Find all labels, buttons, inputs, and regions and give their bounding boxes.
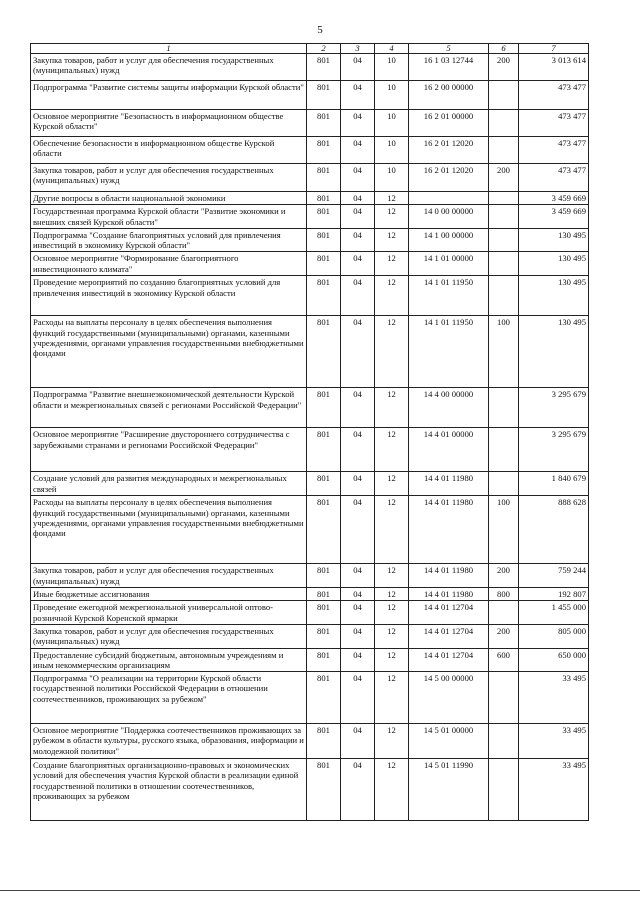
- row-col-7: 33 495: [519, 672, 589, 724]
- row-col-5: 14 1 01 11950: [409, 276, 489, 316]
- row-col-7: 192 807: [519, 588, 589, 601]
- row-col-5: 16 2 01 12020: [409, 164, 489, 192]
- row-col-2: 801: [307, 759, 341, 821]
- header-col-7: 7: [519, 44, 589, 54]
- table-row: [31, 724, 589, 759]
- row-description: Предоставление субсидий бюджетным, автономным учреждениям и иным некоммерческим организациям: [31, 648, 307, 672]
- row-col-3: 04: [341, 624, 375, 648]
- row-col-3: 04: [341, 192, 375, 205]
- row-col-3: 04: [341, 316, 375, 388]
- header-col-1: 1: [31, 44, 307, 54]
- table-row: [31, 588, 589, 601]
- row-col-7: 130 495: [519, 276, 589, 316]
- row-col-7: 473 477: [519, 110, 589, 137]
- row-col-2: 801: [307, 724, 341, 759]
- row-col-4: 12: [375, 724, 409, 759]
- row-col-3: 04: [341, 54, 375, 81]
- table-row: [31, 648, 589, 672]
- row-col-5: 14 5 00 00000: [409, 672, 489, 724]
- row-col-4: 10: [375, 54, 409, 81]
- row-description: Подпрограмма "Создание благоприятных условий для привлечения инвестиций в экономику Курской области": [31, 228, 307, 252]
- row-description: Основное мероприятие "Расширение двустороннего сотрудничества с зарубежными странами и регионами Российской Федерации": [31, 428, 307, 472]
- row-col-2: 801: [307, 472, 341, 496]
- row-col-6: [489, 724, 519, 759]
- row-description: Основное мероприятие "Безопасность в информационном обществе Курской области": [31, 110, 307, 137]
- row-col-7: 33 495: [519, 759, 589, 821]
- table-row: [31, 601, 589, 625]
- table-row: [31, 496, 589, 564]
- table-row: [31, 252, 589, 276]
- row-col-7: 3 459 669: [519, 205, 589, 229]
- row-col-4: 12: [375, 672, 409, 724]
- row-col-5: 14 1 01 11950: [409, 316, 489, 388]
- header-col-5: 5: [409, 44, 489, 54]
- row-col-2: 801: [307, 81, 341, 110]
- row-col-2: 801: [307, 54, 341, 81]
- row-col-2: 801: [307, 164, 341, 192]
- row-col-6: [489, 672, 519, 724]
- row-col-3: 04: [341, 724, 375, 759]
- row-col-3: 04: [341, 759, 375, 821]
- row-col-7: 3 295 679: [519, 388, 589, 428]
- row-col-5: 14 4 00 00000: [409, 388, 489, 428]
- row-col-3: 04: [341, 672, 375, 724]
- row-col-3: 04: [341, 205, 375, 229]
- row-col-6: [489, 759, 519, 821]
- row-description: Обеспечение безопасности в информационном обществе Курской области: [31, 137, 307, 164]
- header-col-6: 6: [489, 44, 519, 54]
- row-col-7: 3 013 614: [519, 54, 589, 81]
- row-col-3: 04: [341, 228, 375, 252]
- row-col-7: 3 459 669: [519, 192, 589, 205]
- row-col-6: [489, 137, 519, 164]
- row-col-5: [409, 192, 489, 205]
- row-col-7: 805 000: [519, 624, 589, 648]
- row-col-6: [489, 276, 519, 316]
- row-col-7: 473 477: [519, 164, 589, 192]
- row-col-2: 801: [307, 428, 341, 472]
- row-col-3: 04: [341, 137, 375, 164]
- table-row: [31, 192, 589, 205]
- row-col-4: 10: [375, 81, 409, 110]
- row-col-2: 801: [307, 228, 341, 252]
- row-col-3: 04: [341, 81, 375, 110]
- row-col-6: [489, 228, 519, 252]
- row-col-3: 04: [341, 472, 375, 496]
- row-col-5: 14 4 01 11980: [409, 472, 489, 496]
- row-col-6: [489, 192, 519, 205]
- row-col-5: 14 4 01 11980: [409, 564, 489, 588]
- row-description: Закупка товаров, работ и услуг для обеспечения государственных (муниципальных) нужд: [31, 564, 307, 588]
- table-header-row: [31, 44, 589, 54]
- table-row: [31, 564, 589, 588]
- page-number: 5: [317, 24, 323, 36]
- row-col-3: 04: [341, 428, 375, 472]
- row-col-7: 759 244: [519, 564, 589, 588]
- row-col-6: 200: [489, 624, 519, 648]
- row-description: Создание условий для развития международных и межрегиональных связей: [31, 472, 307, 496]
- row-col-5: 14 5 01 11990: [409, 759, 489, 821]
- row-col-2: 801: [307, 192, 341, 205]
- table-row: [31, 205, 589, 229]
- row-col-5: 16 2 01 12020: [409, 137, 489, 164]
- row-col-5: 14 1 00 00000: [409, 228, 489, 252]
- table-row: [31, 110, 589, 137]
- row-col-5: 14 4 01 12704: [409, 601, 489, 625]
- row-col-4: 12: [375, 316, 409, 388]
- row-col-5: 14 4 01 11980: [409, 496, 489, 564]
- row-col-7: 3 295 679: [519, 428, 589, 472]
- table-row: [31, 228, 589, 252]
- row-col-3: 04: [341, 164, 375, 192]
- row-description: Проведение ежегодной межрегиональной универсальной оптово-розничной Курской Коренской ярмарки: [31, 601, 307, 625]
- row-col-6: 100: [489, 316, 519, 388]
- row-col-3: 04: [341, 648, 375, 672]
- row-col-3: 04: [341, 496, 375, 564]
- row-col-6: [489, 601, 519, 625]
- table-row: [31, 164, 589, 192]
- header-col-2: 2: [307, 44, 341, 54]
- row-description: Основное мероприятие "Формирование благоприятного инвестиционного климата": [31, 252, 307, 276]
- row-description: Другие вопросы в области национальной экономики: [31, 192, 307, 205]
- table-row: [31, 316, 589, 388]
- row-col-6: 100: [489, 496, 519, 564]
- row-col-5: 14 4 01 12704: [409, 624, 489, 648]
- row-col-5: 14 1 01 00000: [409, 252, 489, 276]
- row-col-5: 16 2 00 00000: [409, 81, 489, 110]
- header-col-4: 4: [375, 44, 409, 54]
- row-col-3: 04: [341, 588, 375, 601]
- table-row: [31, 81, 589, 110]
- row-col-5: 14 5 01 00000: [409, 724, 489, 759]
- row-col-2: 801: [307, 316, 341, 388]
- row-col-5: 14 4 01 00000: [409, 428, 489, 472]
- row-col-4: 12: [375, 564, 409, 588]
- row-col-6: 200: [489, 54, 519, 81]
- row-col-2: 801: [307, 624, 341, 648]
- table-row: [31, 276, 589, 316]
- row-col-4: 12: [375, 205, 409, 229]
- row-col-2: 801: [307, 137, 341, 164]
- row-col-7: 1 840 679: [519, 472, 589, 496]
- row-col-4: 12: [375, 496, 409, 564]
- row-col-2: 801: [307, 588, 341, 601]
- row-col-6: [489, 472, 519, 496]
- row-col-7: 130 495: [519, 228, 589, 252]
- row-col-4: 12: [375, 388, 409, 428]
- row-col-5: 14 4 01 11980: [409, 588, 489, 601]
- row-col-6: [489, 252, 519, 276]
- row-col-6: [489, 81, 519, 110]
- row-col-3: 04: [341, 252, 375, 276]
- row-col-4: 12: [375, 759, 409, 821]
- row-description: Проведение мероприятий по созданию благоприятных условий для привлечения инвестиций в экономику Курской области: [31, 276, 307, 316]
- row-description: Создание благоприятных организационно-правовых и экономических условий для обеспечения участия Курской области в реализации единой государственной политики в отношении соотечественников, проживающих за рубежом: [31, 759, 307, 821]
- row-col-2: 801: [307, 110, 341, 137]
- row-col-5: 14 0 00 00000: [409, 205, 489, 229]
- row-col-2: 801: [307, 205, 341, 229]
- row-col-2: 801: [307, 648, 341, 672]
- row-col-7: 130 495: [519, 252, 589, 276]
- row-col-2: 801: [307, 388, 341, 428]
- row-col-7: 473 477: [519, 137, 589, 164]
- row-col-4: 10: [375, 164, 409, 192]
- row-description: Расходы на выплаты персоналу в целях обеспечения выполнения функций государственными (муниципальными) органами, казенными учреждениями, органами управления государственными внебюджетными фондами: [31, 316, 307, 388]
- row-col-3: 04: [341, 564, 375, 588]
- table-row: [31, 672, 589, 724]
- row-description: Иные бюджетные ассигнования: [31, 588, 307, 601]
- row-col-3: 04: [341, 276, 375, 316]
- page-bottom-rule: [0, 890, 640, 891]
- row-col-3: 04: [341, 388, 375, 428]
- row-col-6: [489, 428, 519, 472]
- row-description: Закупка товаров, работ и услуг для обеспечения государственных (муниципальных) нужд: [31, 624, 307, 648]
- table-row: [31, 759, 589, 821]
- row-col-6: 600: [489, 648, 519, 672]
- row-description: Закупка товаров, работ и услуг для обеспечения государственных (муниципальных) нужд: [31, 164, 307, 192]
- row-col-4: 12: [375, 252, 409, 276]
- row-col-4: 12: [375, 648, 409, 672]
- table-row: [31, 137, 589, 164]
- row-col-4: 12: [375, 472, 409, 496]
- row-col-4: 10: [375, 110, 409, 137]
- row-col-4: 12: [375, 228, 409, 252]
- row-col-7: 1 455 000: [519, 601, 589, 625]
- row-col-4: 12: [375, 624, 409, 648]
- table-row: [31, 428, 589, 472]
- row-col-3: 04: [341, 110, 375, 137]
- row-col-6: 200: [489, 164, 519, 192]
- row-col-4: 12: [375, 276, 409, 316]
- table-row: [31, 54, 589, 81]
- row-description: Подпрограмма "Развитие системы защиты информации Курской области": [31, 81, 307, 110]
- row-col-3: 04: [341, 601, 375, 625]
- header-col-3: 3: [341, 44, 375, 54]
- table-row: [31, 624, 589, 648]
- row-col-2: 801: [307, 601, 341, 625]
- row-col-4: 10: [375, 137, 409, 164]
- row-col-2: 801: [307, 496, 341, 564]
- row-col-5: 14 4 01 12704: [409, 648, 489, 672]
- row-description: Государственная программа Курской области "Развитие экономики и внешних связей Курской области": [31, 205, 307, 229]
- row-col-5: 16 1 03 12744: [409, 54, 489, 81]
- row-col-4: 12: [375, 192, 409, 205]
- row-description: Основное мероприятие "Поддержка соотечественников проживающих за рубежом в области культуры, русского языка, образования, информации и молодежной политики": [31, 724, 307, 759]
- row-col-6: [489, 388, 519, 428]
- budget-table: [30, 43, 589, 821]
- row-col-7: 473 477: [519, 81, 589, 110]
- row-description: Расходы на выплаты персоналу в целях обеспечения выполнения функций государственными (муниципальными) органами, казенными учреждениями, органами управления государственными внебюджетными фондами: [31, 496, 307, 564]
- row-description: Закупка товаров, работ и услуг для обеспечения государственных (муниципальных) нужд: [31, 54, 307, 81]
- row-col-7: 33 495: [519, 724, 589, 759]
- row-col-6: [489, 205, 519, 229]
- row-col-7: 130 495: [519, 316, 589, 388]
- row-col-7: 888 628: [519, 496, 589, 564]
- row-col-4: 12: [375, 428, 409, 472]
- row-col-6: [489, 110, 519, 137]
- table-row: [31, 472, 589, 496]
- row-description: Подпрограмма "Развитие внешнеэкономической деятельности Курской области и межрегиональных связей с регионами Российской Федерации": [31, 388, 307, 428]
- row-col-6: 800: [489, 588, 519, 601]
- row-col-2: 801: [307, 672, 341, 724]
- row-description: Подпрограмма "О реализации на территории Курской области государственной политики Российской Федерации в отношении соотечественников, проживающих за рубежом": [31, 672, 307, 724]
- row-col-2: 801: [307, 276, 341, 316]
- row-col-4: 12: [375, 601, 409, 625]
- row-col-7: 650 000: [519, 648, 589, 672]
- row-col-2: 801: [307, 564, 341, 588]
- row-col-5: 16 2 01 00000: [409, 110, 489, 137]
- row-col-4: 12: [375, 588, 409, 601]
- row-col-2: 801: [307, 252, 341, 276]
- table-row: [31, 388, 589, 428]
- row-col-6: 200: [489, 564, 519, 588]
